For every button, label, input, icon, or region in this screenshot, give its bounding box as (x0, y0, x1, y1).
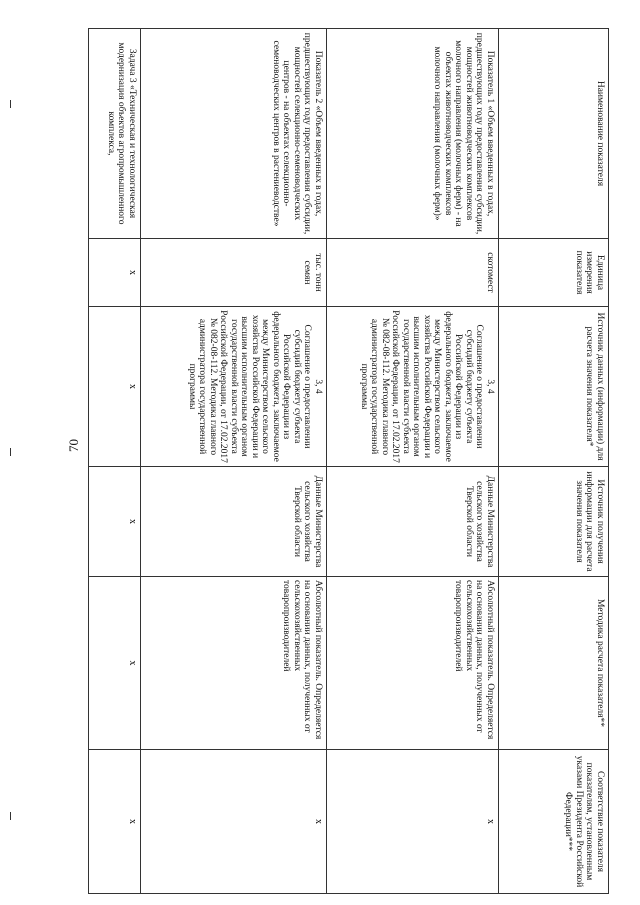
indicator-source: х (89, 307, 141, 467)
margin-mark (10, 812, 11, 820)
header-origin: Источник получения информации для расчета значения показателя (499, 467, 609, 577)
indicator-source (327, 307, 499, 467)
source-ref: 3, 4 (313, 379, 323, 394)
task-name: Задача 3 «Техническая и технологическая модернизация объектов агропромышленного комплекса, (89, 29, 141, 239)
indicator-origin: х (89, 467, 141, 577)
indicator-origin: Данные Министерства сельского хозяйства Тверской области (327, 467, 499, 577)
source-text: Соглашение о предоставлении субсидий бюджету субъекта Российской Федерации из федерального бюджета, заключаемое между Министерством сельского хозяйства Российской Федерации и высшим исполнительным органом государственной власти субъекта Российской Федерации, от 17.02.2017 № 082-08-112. Методика главного администратора государственной программы (187, 310, 313, 463)
header-name: Наименование показателя (499, 29, 609, 239)
header-row (499, 29, 609, 894)
table-row (327, 29, 499, 894)
indicator-compliance: х (89, 750, 141, 894)
indicator-unit: тыс. тонн семян (141, 239, 327, 307)
indicator-method: Абсолютный показатель. Определяется на основании данных, полученных от сельскохозяйственных товаропроизводителей (327, 577, 499, 750)
source-text: Соглашение о предоставлении субсидий бюджету субъекта Российской Федерации из федерального бюджета, заключаемое между Министерством сельского хозяйства Российской Федерации и высшим исполнительным органом государственной власти субъекта Российской Федерации, от 17.02.2017 № 082-08-112. Методика главного администратора государственной программы (359, 310, 485, 463)
table-row (89, 29, 141, 894)
indicator-origin: Данные Министерства сельского хозяйства Тверской области (141, 467, 327, 577)
indicator-compliance: х (141, 750, 327, 894)
indicators-table (88, 28, 609, 894)
indicator-method: х (89, 577, 141, 750)
header-compliance: Соответствие показателя показателям, установленным указами Президента Российской Федерации*** (499, 750, 609, 894)
page-number: 70 (66, 439, 81, 452)
indicator-name: Показатель 1 «Объем введенных в годах, предшествующих году предоставления субсидии, мощностей животноводческих комплексов молочного направления (молочных ферм) - на объектах животноводческих комплексов молочного направления (молочных ферм)» (327, 29, 499, 239)
header-method: Методика расчета показателя** (499, 577, 609, 750)
table-row (141, 29, 327, 894)
source-ref: 3, 4 (485, 379, 495, 394)
indicator-method: Абсолютный показатель. Определяется на основании данных, полученных от сельскохозяйственных товаропроизводителей (141, 577, 327, 750)
indicator-name: Показатель 2 «Объем введенных в годах, предшествующих году предоставления субсидии, мощностей селекционно-семеноводческих центров - на объектах селекционно-семеноводческих центров в растениеводстве» (141, 29, 327, 239)
margin-mark (10, 448, 11, 456)
margin-mark (10, 100, 11, 108)
header-source: Источник данных (информации) для расчета значения показателя* (499, 307, 609, 467)
rotated-table-wrapper (89, 28, 609, 893)
indicator-unit: скотомест (327, 239, 499, 307)
indicator-source (141, 307, 327, 467)
indicator-compliance: х (327, 750, 499, 894)
header-unit: Единица измерения показателя (499, 239, 609, 307)
indicator-unit: х (89, 239, 141, 307)
